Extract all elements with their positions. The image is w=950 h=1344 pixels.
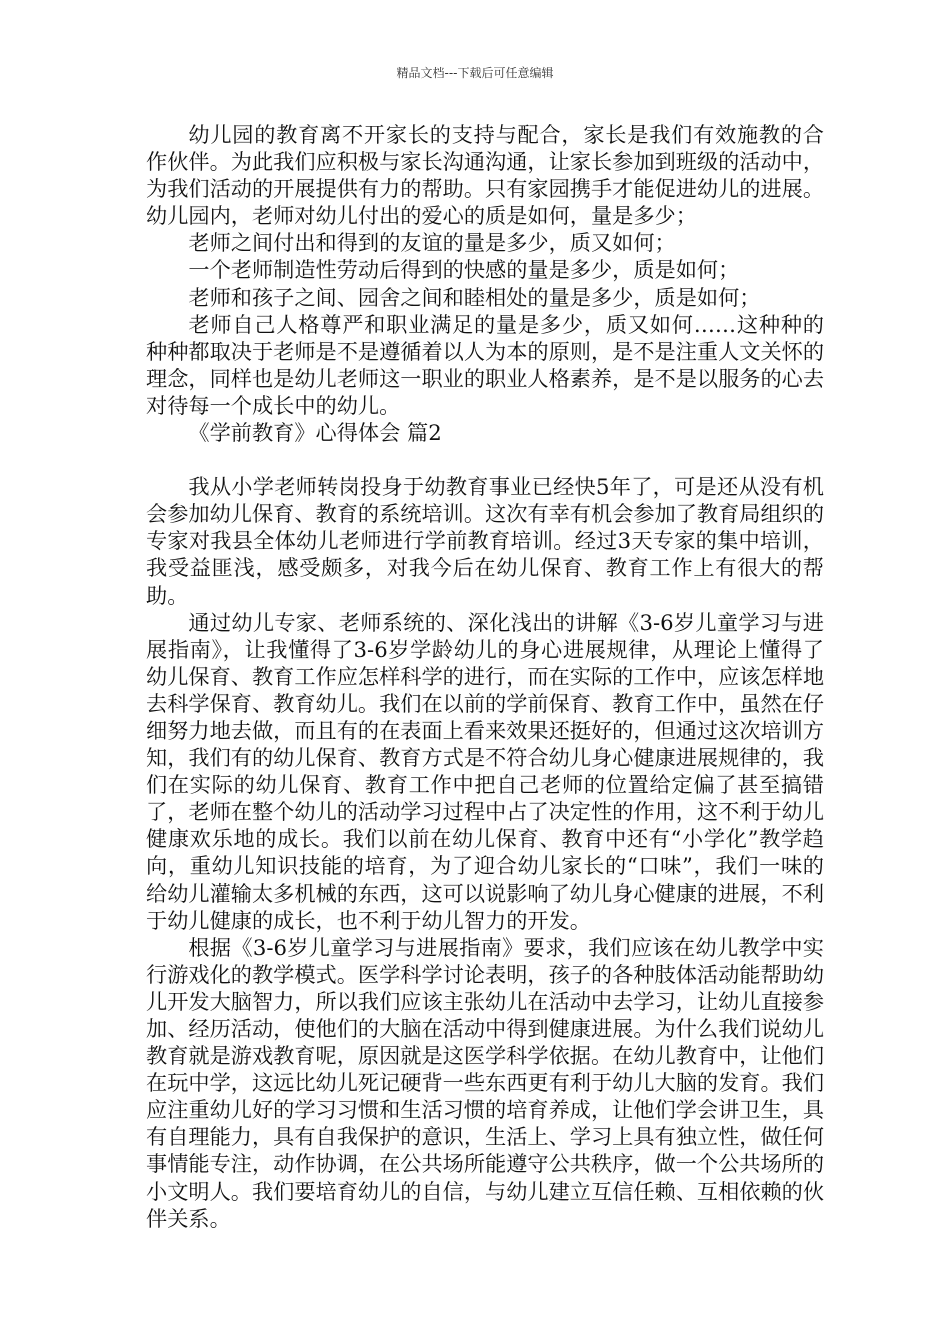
paragraph: 老师之间付出和得到的友谊的量是多少，质又如何； — [188, 230, 676, 256]
paragraph: 老师和孩子之间、园舍之间和睦相处的量是多少，质是如何； — [188, 284, 761, 310]
paragraph: 老师自己人格尊严和职业满足的量是多少，质又如何……这种种的种种都取决于老师是不是遵循着以人为本的原则，是不是注重人文关怀的理念，同样也是幼儿老师这一职业的职业人格素养，是不是以服务的心去对待每一个成长中的幼儿。 — [146, 311, 825, 418]
paragraph: 通过幼儿专家、老师系统的、深化浅出的讲解《3-6岁儿童学习与进展指南》，让我懂得了3-6岁学龄幼儿的身心进展规律，从理论上懂得了幼儿保育、教育工作应怎样科学的进行，而在实际的工作中，应该怎样地去科学保育、教育幼儿。我们在以前的学前保育、教育工作中，虽然在仔细努力地去做，而且有的在表面上看来效果还挺好的，但通过这次培训方知，我们有的幼儿保育、教育方式是不符合幼儿身心健康进展规律的，我们在实际的幼儿保育、教育工作中把自己老师的位置给定偏了甚至搞错了，老师在整个幼儿的活动学习过程中占了决定性的作用，这不利于幼儿健康欢乐地的成长。我们以前在幼儿保育、教育中还有“小学化”教学趋向，重幼儿知识技能的培育，为了迎合幼儿家长的“口味”，我们一味的给幼儿灌输太多机械的东西，这可以说影响了幼儿身心健康的进展，不利于幼儿健康的成长，也不利于幼儿智力的开发。 — [146, 609, 825, 933]
page-header: 精品文档---下载后可任意编辑 — [396, 66, 554, 80]
section-heading: 《学前教育》心得体会 篇2 — [188, 420, 442, 446]
paragraph: 幼儿园的教育离不开家长的支持与配合，家长是我们有效施教的合作伙伴。为此我们应积极与家长沟通沟通，让家长参加到班级的活动中，为我们活动的开展提供有力的帮助。只有家园携手才能促进幼儿的进展。幼儿园内，老师对幼儿付出的爱心的质是如何，量是多少； — [146, 122, 825, 229]
paragraph: 根据《3-6岁儿童学习与进展指南》要求，我们应该在幼儿教学中实行游戏化的教学模式。医学科学讨论表明，孩子的各种肢体活动能帮助幼儿开发大脑智力，所以我们应该主张幼儿在活动中去学习，让幼儿直接参加、经历活动，使他们的大脑在活动中得到健康进展。为什么我们说幼儿教育就是游戏教育呢，原因就是这医学科学依据。在幼儿教育中，让他们在玩中学，这远比幼儿死记硬背一些东西更有利于幼儿大脑的发育。我们应注重幼儿好的学习习惯和生活习惯的培育养成，让他们学会讲卫生，具有自理能力，具有自我保护的意识，生活上、学习上具有独立性，做任何事情能专注，动作协调，在公共场所能遵守公共秩序，做一个公共场所的小文明人。我们要培育幼儿的自信，与幼儿建立互信任赖、互相依赖的伙伴关系。 — [146, 934, 825, 1231]
paragraph: 我从小学老师转岗投身于幼教育事业已经快5年了，可是还从没有机会参加幼儿保育、教育的系统培训。这次有幸有机会参加了教育局组织的专家对我县全体幼儿老师进行学前教育培训。经过3天专家的集中培训，我受益匪浅，感受颇多，对我今后在幼儿保育、教育工作上有很大的帮助。 — [146, 474, 825, 608]
document-body — [146, 121, 824, 1232]
blank-line — [146, 446, 824, 473]
paragraph: 一个老师制造性劳动后得到的快感的量是多少，质是如何； — [188, 257, 740, 283]
